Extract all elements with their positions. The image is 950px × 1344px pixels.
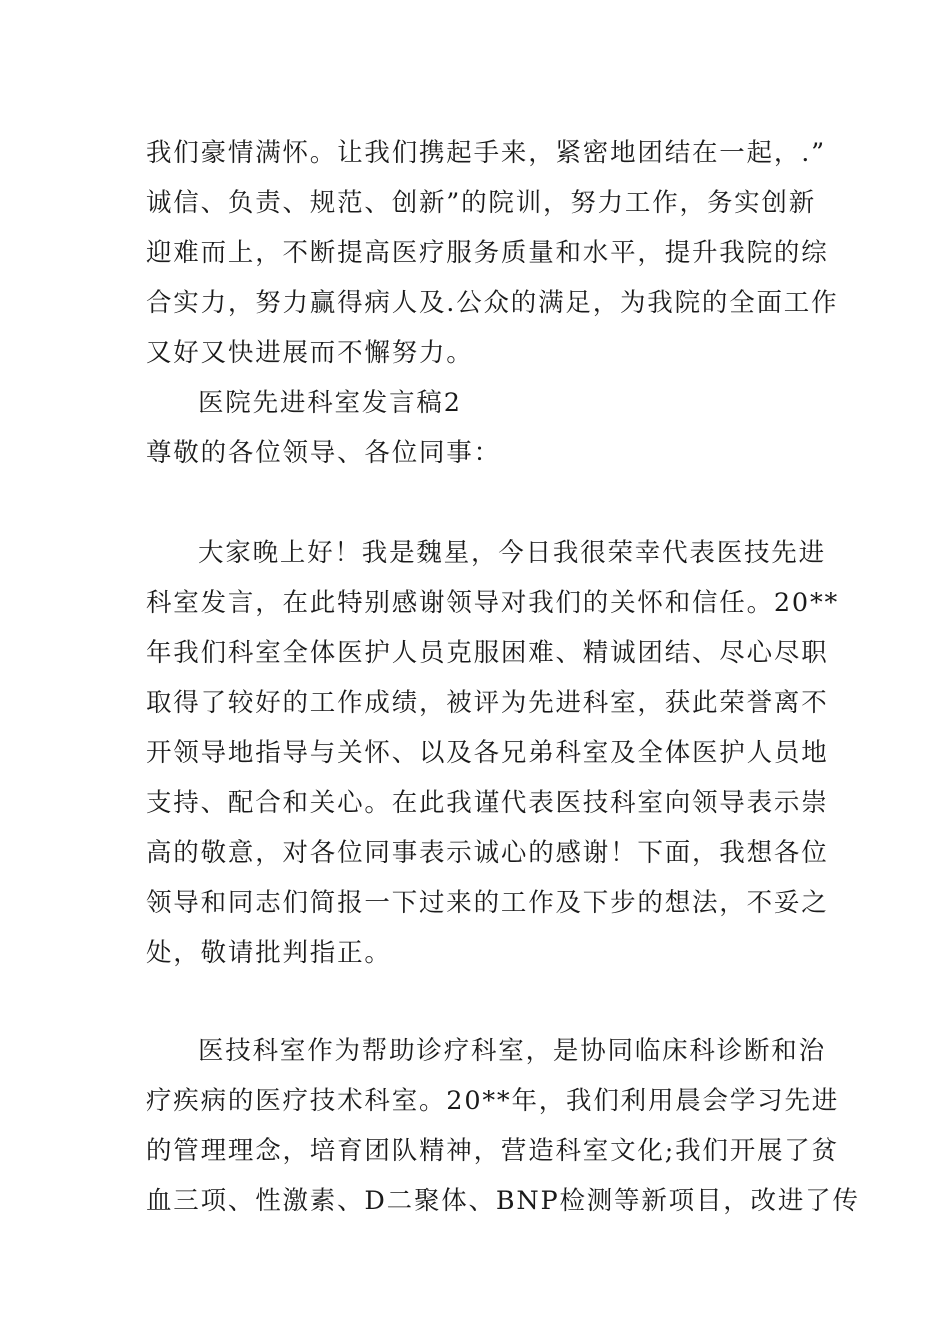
paragraph-line: 科室发言，在此特别感谢领导对我们的关怀和信任。20** <box>146 588 840 618</box>
paragraph-line: 领导和同志们简报一下过来的工作及下步的想法，不妥之 <box>146 888 829 918</box>
salutation: 尊敬的各位领导、各位同事： <box>146 438 501 468</box>
paragraph-line: 取得了较好的工作成绩，被评为先进科室，获此荣誉离不 <box>146 688 829 718</box>
paragraph-line: 支持、配合和关心。在此我谨代表医技科室向领导表示崇 <box>146 788 829 818</box>
paragraph-line: 处，敬请批判指正。 <box>146 938 392 968</box>
paragraph-line: 开领导地指导与关怀、以及各兄弟科室及全体医护人员地 <box>146 738 829 768</box>
paragraph-line: 年我们科室全体医护人员克服困难、精诚团结、尽心尽职 <box>146 638 829 668</box>
paragraph-line: 诚信、负责、规范、创新”的院训，努力工作，务实创新 <box>146 188 817 218</box>
paragraph-line: 高的敬意，对各位同事表示诚心的感谢！下面，我想各位 <box>146 838 829 868</box>
paragraph-line: 合实力，努力赢得病人及.公众的满足，为我院的全面工作 <box>146 288 839 318</box>
paragraph-line: 我们豪情满怀。让我们携起手来，紧密地团结在一起，.” <box>146 138 826 168</box>
paragraph-line: 血三项、性激素、D二聚体、BNP检测等新项目，改进了传 <box>146 1186 860 1216</box>
section-title: 医院先进科室发言稿2 <box>198 388 462 418</box>
paragraph-line: 疗疾病的医疗技术科室。20**年，我们利用晨会学习先进 <box>146 1086 840 1116</box>
paragraph-line: 医技科室作为帮助诊疗科室，是协同临床科诊断和治 <box>198 1036 826 1066</box>
paragraph-line: 的管理理念，培育团队精神，营造科室文化;我们开展了贫 <box>146 1136 839 1166</box>
paragraph-line: 迎难而上，不断提高医疗服务质量和水平，提升我院的综 <box>146 238 829 268</box>
paragraph-line: 又好又快进展而不懈努力。 <box>146 338 474 368</box>
paragraph-line: 大家晚上好！我是魏星，今日我很荣幸代表医技先进 <box>198 538 826 568</box>
